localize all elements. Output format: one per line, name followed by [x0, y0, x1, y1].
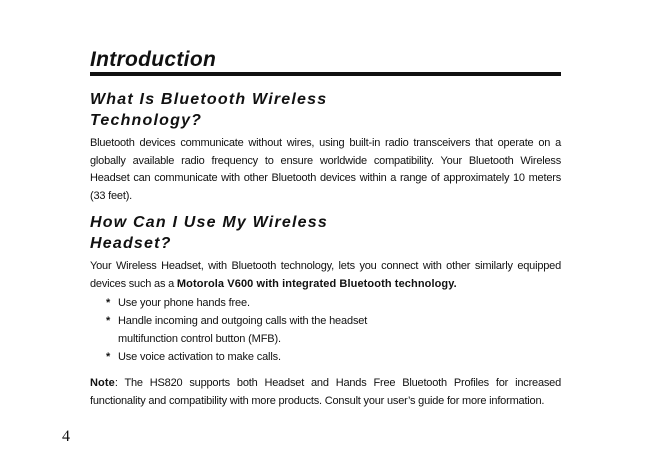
asterisk-bullet-icon: *: [106, 315, 111, 327]
note-label: Note: [90, 377, 115, 389]
section-heading-line: What Is Bluetooth Wireless: [90, 91, 328, 108]
section-body-paragraph: Bluetooth devices communicate without wires, using built-in radio transceivers that operate on a globally available radio frequency to ensure worldwide compatibility. Your Bluetooth Wireless Headset can communicate with other Bluetooth devices within a range of approximately 10 meters (33 feet).: [90, 137, 561, 202]
section-heading-what-is-bluetooth: [90, 89, 390, 131]
list-item-text: Use your phone hands free.: [118, 297, 250, 309]
section-heading-line: How Can I Use My Wireless: [90, 214, 328, 231]
section-heading-line: Technology?: [90, 112, 203, 129]
section-body-paragraph: [90, 258, 561, 293]
title-underline: [90, 72, 561, 76]
section-heading-how-to-use: [90, 212, 390, 254]
feature-bullet-list: [106, 294, 546, 366]
note-paragraph: [90, 375, 561, 410]
note-text: : The HS820 supports both Headset and Hands Free Bluetooth Profiles for increased functionality and compatibility with more products. Consult your user’s guide for more information.: [90, 377, 561, 407]
list-item-text: Use voice activation to make calls.: [118, 351, 281, 363]
body-text: Your Wireless Headset, with Bluetooth technology, lets you connect with other similarly equipped devices such as a: [90, 260, 561, 290]
page-title: Introduction: [90, 48, 217, 71]
list-item: [106, 348, 546, 366]
list-item: [106, 294, 546, 312]
list-item-continuation: multifunction control button (MFB).: [118, 333, 281, 345]
list-item: [106, 312, 546, 348]
asterisk-bullet-icon: *: [106, 351, 111, 363]
list-item-text: Handle incoming and outgoing calls with the headset: [118, 315, 368, 327]
section-heading-line: Headset?: [90, 235, 172, 252]
asterisk-bullet-icon: *: [106, 297, 111, 309]
page-number: 4: [62, 428, 70, 445]
product-name-bold: Motorola V600 with integrated Bluetooth technology.: [176, 277, 457, 290]
